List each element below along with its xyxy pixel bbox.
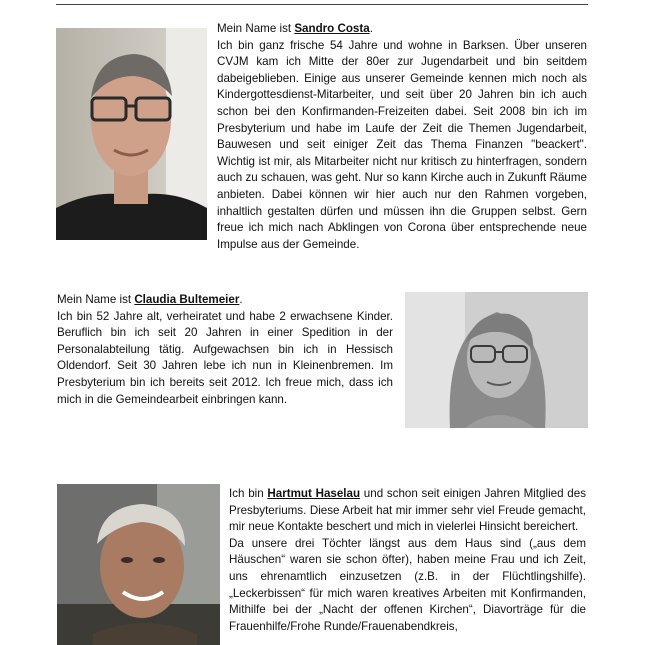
bio-paragraph: Ich bin 52 Jahre alt, verheiratet und habe 2 erwachsene Kinder. Beruflich bin ich seit 20 Jahren in einer Spedition in der Personalabteilung tätig. Aufgewachsen bin ich in Hessisch Oldendorf. Seit 30 Jahren lebe ich nun in Kleinenbremen. Im Presbyterium bin ich bereits seit 2012. Ich freue mich, dass ich mich in die Gemeindearbeit einbringen kann.: [57, 309, 393, 406]
person-name: Hartmut Haselau: [267, 487, 361, 500]
bio-paragraph: Ich bin ganz frische 54 Jahre und wohne in Barksen. Über unseren CVJM kam ich Mitte der 80er zur Jugendarbeit und bin seitdem dabeigeblieben. Einige aus unserer Gemeinde kennen mich noch als Kindergottesdienst-Mitarbeiter, und seit über 20 Jahren bin ich auch schon bei den Konfirmanden-Freizeiten dabei. Seit 2008 bin ich im Presbyterium und habe im Laufe der Zeit die Themen Jugendarbeit, Bauwesen und seit einiger Zeit das Thema Finanzen "beackert". Wichtig ist mir, als Mitarbeiter nicht nur kritisch zu hinterfragen, sondern auch zu schauen, was geht. Nur so kann Kirche auch in Zukunft Räume anbieten. Dabei können wir hier auch nur den Rahmen vorgeben, inhaltlich gestalten dürfen und müssen ihn die Gruppen selbst. Gern freue ich mich nach Abklingen von Corona über entsprechende neue Impulse aus der Gemeinde.: [217, 38, 587, 251]
portrait-photo-hartmut-haselau: [57, 484, 220, 645]
top-rule: [56, 4, 588, 5]
intro-line: Ich bin Hartmut Haselau und schon seit einigen Jahren Mitglied des Presbyteriums. Diese Arbeit hat mir immer sehr viel Freude gemacht, mir neue Kontakte beschert und mich in vielerlei Hinsicht bereichert.: [229, 487, 586, 534]
portrait-photo-claudia-bultemeier: [405, 292, 588, 428]
bio-hartmut-haselau: [229, 486, 586, 635]
bio-sandro-costa: [217, 21, 587, 253]
bio-paragraph: Da unsere drei Töchter längst aus dem Haus sind („aus dem Häuschen“ waren sie schon öfter), haben meine Frau und ich Zeit, uns ehrenamtlich einzusetzen (z.B. in der Flüchtlingshilfe). „Leckerbissen“ für mich waren kreatives Arbeiten mit Konfirmanden, Mithilfe bei der „Nacht der offenen Kirchen“, Diavorträge für die Frauenhilfe/Frohe Runde/Frauenabendkreis,: [229, 536, 586, 633]
portrait-photo-sandro-costa: [56, 28, 207, 240]
person-name: Claudia Bultemeier: [134, 293, 240, 306]
intro-line: Mein Name ist Claudia Bultemeier.: [57, 293, 243, 306]
bio-claudia-bultemeier: [57, 292, 393, 408]
person-name: Sandro Costa: [294, 22, 370, 35]
intro-line: Mein Name ist Sandro Costa.: [217, 22, 373, 35]
